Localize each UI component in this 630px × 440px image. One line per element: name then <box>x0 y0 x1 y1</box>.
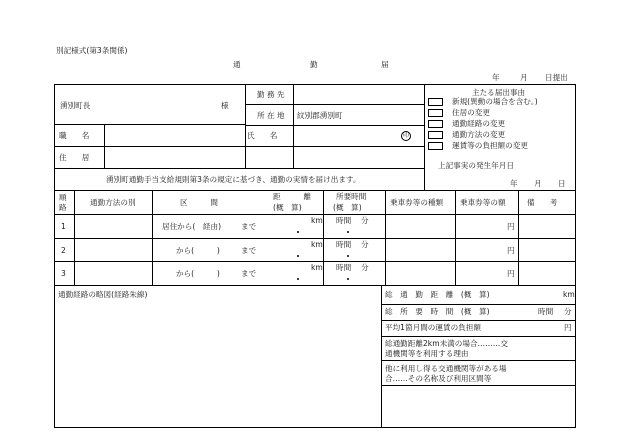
total-time-hours: 時間 <box>538 307 554 316</box>
title-char-2: 勤 <box>310 60 318 69</box>
total-time-label: 総 所 要 時 間 (概 算) <box>385 307 490 316</box>
other-transport-line-2: 合……その名称及び利用区間等 <box>385 374 492 383</box>
header-order-2: 路 <box>59 203 67 212</box>
row-1-from: 居住から( 経由) <box>162 222 222 231</box>
row-1-to: まで <box>241 222 257 231</box>
seal-mark: 印 <box>402 132 409 139</box>
row-3-yen: 円 <box>507 269 515 278</box>
header-ticket-type: 乗車券等の種類 <box>390 198 444 207</box>
row-2-from: から( ) <box>176 246 220 255</box>
reason-label-4: 通勤方法の変更 <box>452 130 506 139</box>
row-2-km: km <box>311 240 323 249</box>
submit-day-label: 日提出 <box>545 73 568 82</box>
workplace-location-label: 所 在 地 <box>257 111 285 120</box>
row-3-hours: 時間 <box>336 263 352 272</box>
row-1-minutes: 分 <box>361 216 369 225</box>
route-sketch-label: 通勤経路の略図(経路朱線) <box>58 290 148 299</box>
recipient-honorific: 様 <box>221 101 229 110</box>
reason-checkbox-3[interactable] <box>428 120 443 128</box>
row-3-km: km <box>311 263 323 272</box>
row-3-time-dot <box>347 278 349 280</box>
submit-year-label: 年 <box>492 73 500 82</box>
header-section: 区 間 <box>180 198 218 207</box>
row-1-km: km <box>311 216 323 225</box>
row-3-minutes: 分 <box>361 263 369 272</box>
row-2-decimal-dot <box>297 255 299 257</box>
header-ticket-amount: 乗車券等の額 <box>460 198 506 207</box>
workplace-label: 勤 務 先 <box>257 90 285 99</box>
reason-label-3: 通勤経路の変更 <box>452 119 506 128</box>
row-2-yen: 円 <box>507 246 515 255</box>
row-2-to: まで <box>241 246 257 255</box>
declaration-text: 湧別町通勤手当支給規則第3条の規定に基づき、通勤の実情を届け出ます。 <box>106 175 361 184</box>
total-distance-label: 総 通 勤 距 離 (概 算) <box>385 290 490 299</box>
occurrence-month-label: 月 <box>534 179 542 188</box>
title-char-3: 届 <box>381 60 389 69</box>
occurrence-year-label: 年 <box>510 179 518 188</box>
row-2-minutes: 分 <box>361 240 369 249</box>
occurrence-day-label: 日 <box>558 179 566 188</box>
address-label: 住 居 <box>59 153 90 162</box>
row-2-time-dot <box>347 255 349 257</box>
row-1-yen: 円 <box>507 222 515 231</box>
header-remarks: 備 考 <box>527 198 558 207</box>
row-3-number: 3 <box>61 269 66 278</box>
row-1-time-dot <box>347 231 349 233</box>
reason-label-5: 運賃等の負担額の変更 <box>452 141 528 150</box>
total-time-minutes: 分 <box>564 307 572 316</box>
reason-checkbox-1[interactable] <box>428 98 443 106</box>
header-method: 通勤方法の別 <box>90 198 136 207</box>
header-order-1: 順 <box>59 193 67 202</box>
under-2km-reason-line-2: 通機関等を利用する理由 <box>385 349 469 358</box>
reason-label-1: 新規(異動の場合を含む。) <box>452 97 538 106</box>
row-3-from: から( ) <box>176 269 220 278</box>
row-3-to: まで <box>241 269 257 278</box>
reason-checkbox-5[interactable] <box>428 142 443 150</box>
row-3-decimal-dot <box>297 278 299 280</box>
header-time: 所要時間 <box>336 192 367 201</box>
name-label: 氏 名 <box>247 131 278 140</box>
recipient-label: 湧別町長 <box>60 101 91 110</box>
row-2-number: 2 <box>61 246 66 255</box>
total-distance-unit: km <box>563 290 575 299</box>
under-2km-reason-line-1: 総通勤距離2km未満の場合………交 <box>385 339 508 348</box>
row-1-hours: 時間 <box>336 216 352 225</box>
occurrence-date-label: 上記事実の発生年月日 <box>438 161 514 170</box>
workplace-location-value: 紋別郡湧別町 <box>297 111 343 120</box>
form-reference: 別記様式(第3条関係) <box>56 46 128 55</box>
reason-checkbox-4[interactable] <box>428 131 443 139</box>
reason-label-2: 住居の変更 <box>452 108 490 117</box>
row-2-hours: 時間 <box>336 240 352 249</box>
job-title-label: 職 名 <box>59 131 90 140</box>
other-transport-line-1: 他に利用し得る交通機関等がある場 <box>385 364 507 373</box>
title-char-1: 通 <box>233 60 241 69</box>
reason-checkbox-2[interactable] <box>428 109 443 117</box>
row-1-number: 1 <box>61 222 66 231</box>
header-time-approx: (概 算) <box>333 203 362 212</box>
monthly-fare-label: 平均1箇月間の運賃の負担額 <box>385 323 481 332</box>
row-1-decimal-dot <box>297 231 299 233</box>
reasons-heading: 主たる届出事由 <box>472 88 526 97</box>
monthly-fare-unit: 円 <box>564 323 572 332</box>
header-distance-approx: (概 算) <box>273 203 302 212</box>
submit-month-label: 月 <box>520 73 528 82</box>
header-distance: 距 離 <box>273 192 311 201</box>
